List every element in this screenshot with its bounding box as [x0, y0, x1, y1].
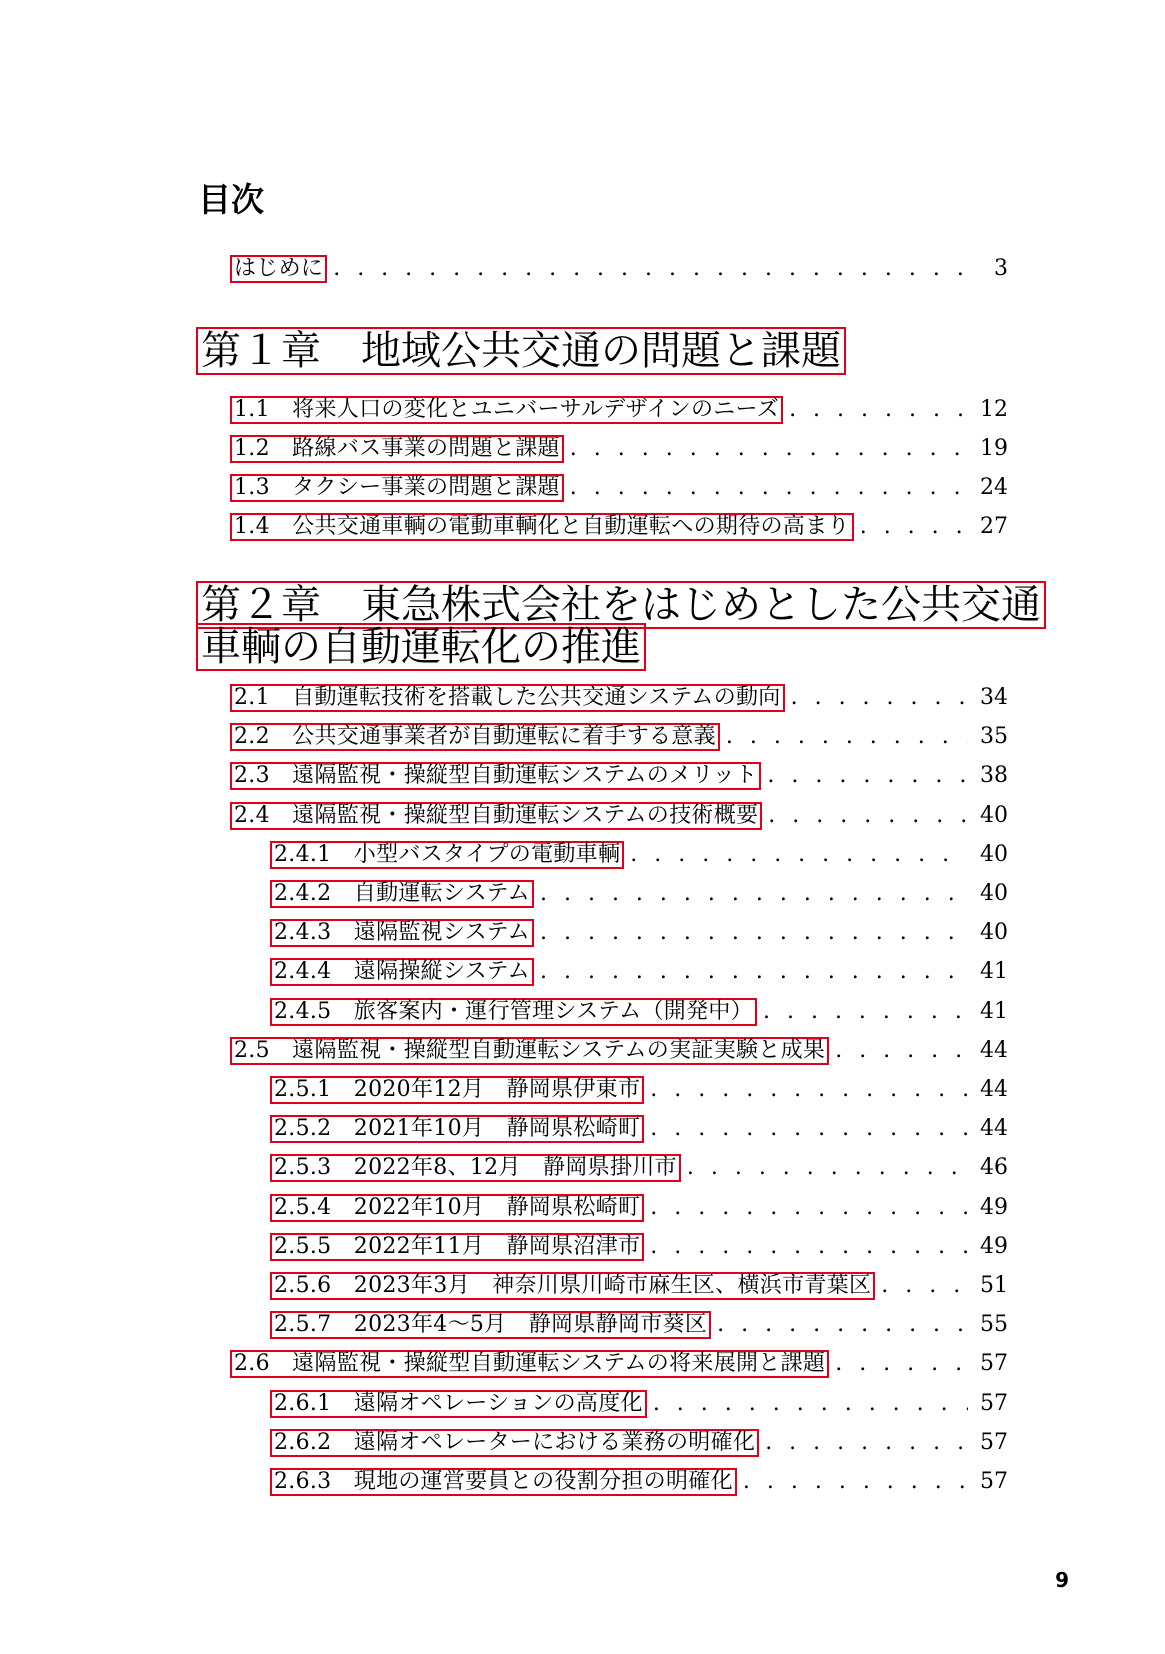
toc-entry-label[interactable]: 2.1 自動運転技術を搭載した公共交通システムの動向	[230, 684, 785, 712]
toc-page-number: 40	[980, 803, 1008, 828]
toc-entry-label[interactable]: 2.5 遠隔監視・操縦型自動運転システムの実証実験と成果	[230, 1037, 829, 1065]
toc-entry-label[interactable]: 2.2 公共交通事業者が自動運転に着手する意義	[230, 723, 720, 751]
toc-page-number: 40	[980, 842, 1008, 867]
toc-subentry[interactable]	[270, 919, 1008, 951]
toc-subentry[interactable]	[270, 841, 1008, 873]
toc-page-number: 57	[980, 1430, 1008, 1455]
toc-entry-label[interactable]: 2.4.3 遠隔監視システム	[270, 919, 534, 947]
dot-leader	[540, 921, 968, 945]
dot-leader	[726, 725, 968, 749]
toc-subentry[interactable]	[270, 1429, 1008, 1461]
dot-leader	[767, 764, 968, 788]
dot-leader	[630, 843, 968, 867]
dot-leader	[570, 476, 968, 500]
toc-page-number: 41	[980, 959, 1008, 984]
toc-page-number: 57	[980, 1391, 1008, 1416]
toc-page-number: 3	[994, 256, 1008, 281]
dot-leader	[653, 1392, 968, 1416]
toc-subentry[interactable]	[270, 1154, 1008, 1186]
toc-subentry[interactable]	[270, 1115, 1008, 1147]
toc-entry-label[interactable]: 1.3 タクシー事業の問題と課題	[230, 474, 564, 502]
dot-leader	[540, 882, 968, 906]
toc-subentry[interactable]	[270, 1311, 1008, 1343]
toc-entry-label[interactable]: 1.2 路線バス事業の問題と課題	[230, 435, 564, 463]
toc-entry-label[interactable]: 2.5.2 2021年10月 静岡県松崎町	[270, 1115, 644, 1143]
toc-entry-label[interactable]: 2.5.4 2022年10月 静岡県松崎町	[270, 1194, 644, 1222]
toc-page-number: 57	[980, 1469, 1008, 1494]
toc-page-number: 57	[980, 1351, 1008, 1376]
dot-leader	[650, 1078, 968, 1102]
toc-entry-label[interactable]: 2.5.7 2023年4～5月 静岡県静岡市葵区	[270, 1311, 711, 1339]
toc-subentry[interactable]	[270, 998, 1008, 1030]
toc-page-number: 40	[980, 881, 1008, 906]
toc-entry-label[interactable]: 2.5.6 2023年3月 神奈川県川崎市麻生区、横浜市青葉区	[270, 1272, 875, 1300]
chapter-1-heading[interactable]: 第１章 地域公共交通の問題と課題	[196, 327, 846, 375]
toc-page-number: 49	[980, 1234, 1008, 1259]
toc-page-number: 49	[980, 1195, 1008, 1220]
toc-subentry[interactable]	[270, 1272, 1008, 1304]
chapter-2-heading-continued[interactable]: 車輌の自動運転化の推進	[196, 623, 646, 671]
toc-entry-label[interactable]: 1.1 将来人口の変化とユニバーサルデザインのニーズ	[230, 396, 783, 424]
dot-leader	[687, 1156, 968, 1180]
toc-entry-label[interactable]: 2.6 遠隔監視・操縦型自動運転システムの将来展開と課題	[230, 1350, 829, 1378]
toc-page-number: 55	[980, 1312, 1008, 1337]
toc-entry[interactable]	[230, 802, 1008, 834]
toc-entry-label[interactable]: 2.4 遠隔監視・操縦型自動運転システムの技術概要	[230, 802, 762, 830]
toc-entry-label[interactable]: 2.6.1 遠隔オペレーションの高度化	[270, 1390, 647, 1418]
toc-page-number: 35	[980, 724, 1008, 749]
toc-subentry[interactable]	[270, 958, 1008, 990]
toc-entry-label[interactable]: 2.3 遠隔監視・操縦型自動運転システムのメリット	[230, 762, 761, 790]
dot-leader	[835, 1039, 968, 1063]
toc-page-number: 44	[980, 1116, 1008, 1141]
toc-subentry[interactable]	[270, 1468, 1008, 1500]
toc-entry[interactable]	[230, 474, 1008, 506]
toc-entry-label[interactable]: 2.6.3 現地の運営要員との役割分担の明確化	[270, 1468, 737, 1496]
toc-entry-label[interactable]: 2.4.5 旅客案内・運行管理システム（開発中）	[270, 998, 757, 1026]
toc-page-number: 44	[980, 1077, 1008, 1102]
dot-leader	[789, 398, 968, 422]
toc-entry-label[interactable]: 2.4.4 遠隔操縦システム	[270, 958, 534, 986]
toc-title: 目次	[198, 180, 264, 219]
dot-leader	[570, 437, 968, 461]
toc-entry[interactable]	[230, 435, 1008, 467]
toc-page-number: 27	[980, 514, 1008, 539]
dot-leader	[650, 1235, 968, 1259]
chapter-2-heading[interactable]: 第２章 東急株式会社をはじめとした公共交通	[196, 581, 1046, 629]
toc-subentry[interactable]	[270, 1076, 1008, 1108]
toc-page-number: 46	[980, 1155, 1008, 1180]
toc-entry[interactable]	[230, 684, 1008, 716]
dot-leader	[743, 1470, 968, 1494]
dot-leader	[791, 686, 968, 710]
dot-leader	[717, 1313, 968, 1337]
toc-page-number: 51	[980, 1273, 1008, 1298]
dot-leader	[540, 960, 968, 984]
toc-entry-label[interactable]: 2.4.2 自動運転システム	[270, 880, 534, 908]
toc-page-number: 40	[980, 920, 1008, 945]
toc-subentry[interactable]	[270, 1194, 1008, 1226]
toc-page-number: 38	[980, 763, 1008, 788]
toc-entry-label[interactable]: 2.5.3 2022年8、12月 静岡県掛川市	[270, 1154, 681, 1182]
toc-entry[interactable]	[230, 762, 1008, 794]
toc-page-number: 34	[980, 685, 1008, 710]
dot-leader	[881, 1274, 968, 1298]
toc-page-number: 24	[980, 475, 1008, 500]
toc-entry[interactable]	[230, 1350, 1008, 1382]
toc-entry[interactable]	[230, 723, 1008, 755]
toc-entry-label[interactable]: はじめに	[230, 255, 327, 283]
toc-subentry[interactable]	[270, 1233, 1008, 1265]
dot-leader	[765, 1431, 968, 1455]
dot-leader	[763, 1000, 968, 1024]
toc-entry-label[interactable]: 1.4 公共交通車輌の電動車輌化と自動運転への期待の高まり	[230, 513, 854, 541]
toc-subentry[interactable]	[270, 880, 1008, 912]
toc-page-number: 44	[980, 1038, 1008, 1063]
page-number: 9	[1055, 1568, 1069, 1592]
toc-entry-label[interactable]: 2.5.5 2022年11月 静岡県沼津市	[270, 1233, 644, 1261]
toc-entry[interactable]	[230, 1037, 1008, 1069]
toc-page-number: 41	[980, 999, 1008, 1024]
dot-leader	[768, 804, 968, 828]
toc-page-number: 12	[980, 397, 1008, 422]
toc-entry[interactable]	[230, 396, 1008, 428]
dot-leader	[650, 1117, 968, 1141]
dot-leader	[650, 1196, 968, 1220]
dot-leader	[835, 1352, 968, 1376]
dot-leader	[860, 515, 968, 539]
toc-entry[interactable]	[230, 513, 1008, 545]
toc-entry-label[interactable]: 2.6.2 遠隔オペレーターにおける業務の明確化	[270, 1429, 759, 1457]
toc-entry-intro[interactable]	[230, 255, 1008, 287]
toc-entry-label[interactable]: 2.4.1 小型バスタイプの電動車輌	[270, 841, 624, 869]
dot-leader	[333, 257, 968, 281]
toc-entry-label[interactable]: 2.5.1 2020年12月 静岡県伊東市	[270, 1076, 644, 1104]
toc-subentry[interactable]	[270, 1390, 1008, 1422]
toc-page-number: 19	[980, 436, 1008, 461]
